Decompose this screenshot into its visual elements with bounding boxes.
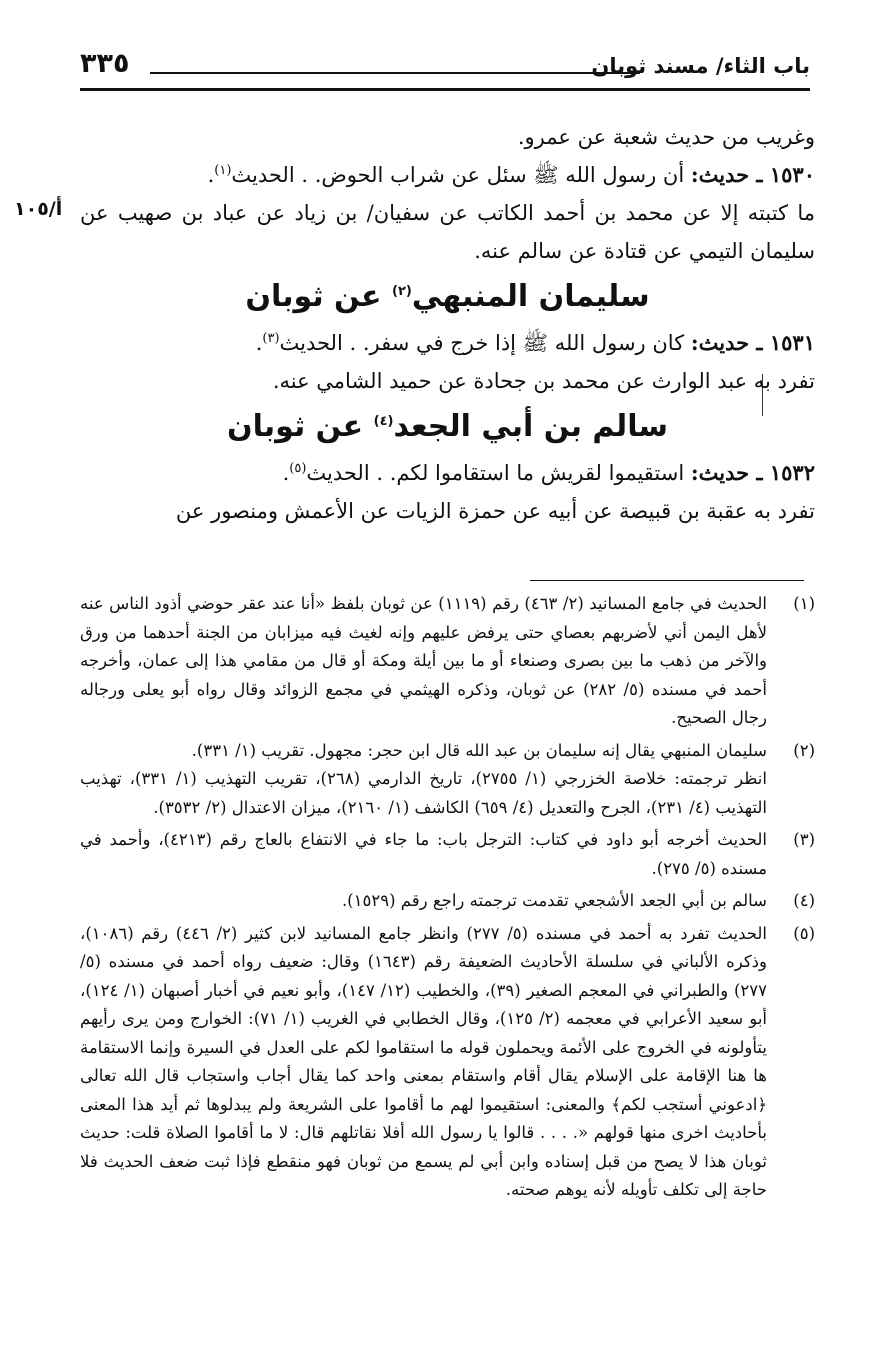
- footnotes: [80, 590, 815, 1209]
- footnote-number: (٣): [793, 830, 815, 849]
- hadith-text: كان رسول الله ﷺ إذا خرج في سفر. . الحديث: [279, 331, 685, 355]
- running-header: [80, 42, 810, 92]
- hadith-text: أن رسول الله ﷺ سئل عن شراب الحوض. . الحديث: [231, 163, 685, 187]
- footnote-ref: (٣): [262, 331, 280, 346]
- header-title: باب الثاء/ مسند ثوبان: [591, 54, 810, 78]
- footnote-text: الحديث أخرجه أبو داود في كتاب: الترجل باب: ما جاء في الانتفاع بالعاج رقم (٤٢١٣)، وأحمد في مسنده (٥/ ٢٧٥).: [80, 830, 767, 878]
- hadith-1532: ١٥٣٢ ـ حديث: استقيموا لقريش ما استقاموا لكم. . الحديث$^{(٥)}$.: [282, 460, 815, 485]
- footnote: [80, 887, 815, 916]
- hadith-text: استقيموا لقريش ما استقاموا لكم. . الحديث: [306, 461, 685, 485]
- footnote-ref: (٥): [289, 461, 307, 476]
- hadith-1531: ١٥٣١ ـ حديث: كان رسول الله ﷺ إذا خرج في سفر. . الحديث$^{(٣)}$.: [255, 330, 815, 355]
- paragraph: تفرد به عقبة بن قبيصة عن أبيه عن حمزة الزيات عن الأعمش ومنصور عن: [175, 499, 815, 523]
- section-heading: [80, 400, 815, 454]
- hadith-number: ١٥٣٠ ـ حديث:: [690, 162, 815, 187]
- footnote-text: سليمان المنبهي يقال إنه سليمان بن عبد الله قال ابن حجر: مجهول. تقريب (١/ ٣٣١).: [191, 740, 767, 760]
- footnote-number: (٥): [793, 923, 815, 943]
- footnote-number: (٤): [793, 891, 815, 910]
- header-rule: [80, 88, 810, 91]
- footnote-number: (١): [793, 594, 815, 613]
- footnote: [80, 737, 815, 823]
- header-line: [150, 72, 640, 74]
- footnote: [80, 826, 815, 883]
- footnote-ref: (٤): [373, 414, 394, 429]
- footnote-ref: (١): [214, 163, 232, 178]
- footnote-text: الحديث تفرد به أحمد في مسنده (٥/ ٢٧٧) وانظر جامع المسانيد لابن كثير (٢/ ٤٤٦) رقم (١٠٨٦)، وذكره الألباني في سلسلة الأحاديث الضعيفة رقم (١٦٤٣) وقال: ضعيف رواه أحمد في مسنده (٥/ ٢٧٧) والطبراني في المعجم الصغير (٣٩)، والخطيب (١٢/ ١٤٧)، وأبو نعيم في أخبار أصبهان (١/ ١٢٤)، أبو سعيد الأعرابي في معجمه (٢/ ١٢٥)، وقال الخطابي في الغريب (١/ ٧١): الخوارج ومن يرى رأيهم يتأولونه في الخروج على الأئمة ويحملون قوله ما استقاموا لكم على العدل في السيرة وإنما الاستقامة ها هنا الإقامة على الإسلام يقال أقام واستقام بمعنى واحد كما يقال أجاب واستجاب قال الله تعالى ﴿ادعوني أستجب لكم﴾ والمعنى: استقيموا لهم ما أقاموا على الشريعة ولم يبدلوها ثم أيد هذا المعنى بأحاديث اخرى منها قولهم «. . . . قالوا يا رسول الله أفلا نقاتلهم قال: لا ما أقاموا الصلاة قلت: حديث ثوبان هذا لا يصح من قبل إسناده وابن أبي لم يسمع من ثوبان فهو منقطع فإذا ثبت ضعف الحديث فلا حاجة إلى تكلف تأويله لأنه يوهم صحته.: [80, 923, 768, 1199]
- footnote-ref: (٢): [392, 284, 412, 299]
- footnote: [80, 920, 815, 1205]
- heading-text: سالم بن أبي الجعد: [393, 409, 668, 444]
- paragraph: تفرد به عبد الوارث عن محمد بن جحادة عن حميد الشامي عنه.: [272, 369, 815, 393]
- footnote-separator: [530, 580, 804, 581]
- margin-folio-note: أ/١٠٥: [14, 198, 63, 220]
- hadith-number: ١٥٣٢ ـ حديث:: [690, 460, 815, 485]
- paragraph: ما كتبته إلا عن محمد بن أحمد الكاتب عن سفيان/ بن زياد عن عباد بن صهيب عن سليمان التيمي عن قتادة عن سالم عنه.: [80, 201, 815, 263]
- hadith-number: ١٥٣١ ـ حديث:: [690, 330, 815, 355]
- section-heading: [80, 270, 815, 324]
- paragraph: وغريب من حديث شعبة عن عمرو.: [517, 125, 815, 149]
- footnote: [80, 590, 815, 733]
- main-text: [80, 118, 815, 530]
- heading-text: عن ثوبان: [227, 409, 364, 444]
- footnote-text: انظر ترجمته: خلاصة الخزرجي (١/ ٢٧٥٥)، تاريخ الدارمي (٢٦٨)، تقريب التهذيب (١/ ٣٣١)، تهذيب التهذيب (٤/ ٢٣١)، الجرح والتعديل (٤/ ٦٥٩) الكاشف (١/ ٢١٦٠)، ميزان الاعتدال (٢/ ٣٥٣٢).: [80, 769, 767, 817]
- footnote-text: سالم بن أبي الجعد الأشجعي تقدمت ترجمته راجع رقم (١٥٢٩).: [341, 891, 767, 910]
- heading-text: سليمان المنبهي: [411, 279, 650, 314]
- heading-text: عن ثوبان: [245, 279, 382, 314]
- footnote-text: الحديث في جامع المسانيد (٢/ ٤٦٣) رقم (١١١٩) عن ثوبان بلفظ «أنا عند عقر حوضي أذود الناس عنه لأهل اليمن أني لأضربهم بعصاي حتى يرفض عليهم وإنه لغيث فيه ميزابان من الجنة أحدهما من ورق والآخر من ذهب ما بين بصرى وصنعاء أو ما بين أيلة ومكة أو قال من مقامي هذا إلى عمان، وأخرجه أحمد في مسنده (٥/ ٢٨٢) عن ثوبان، وذكره الهيثمي في مجمع الزوائد وقال رواه أبو يعلى ورجاله رجال الصحيح.: [80, 594, 768, 727]
- hadith-1530: ١٥٣٠ ـ حديث: أن رسول الله ﷺ سئل عن شراب الحوض. . الحديث$^{(١)}$.: [207, 162, 815, 187]
- page-number: ٣٣٥: [80, 48, 130, 79]
- footnote-number: (٢): [793, 740, 815, 760]
